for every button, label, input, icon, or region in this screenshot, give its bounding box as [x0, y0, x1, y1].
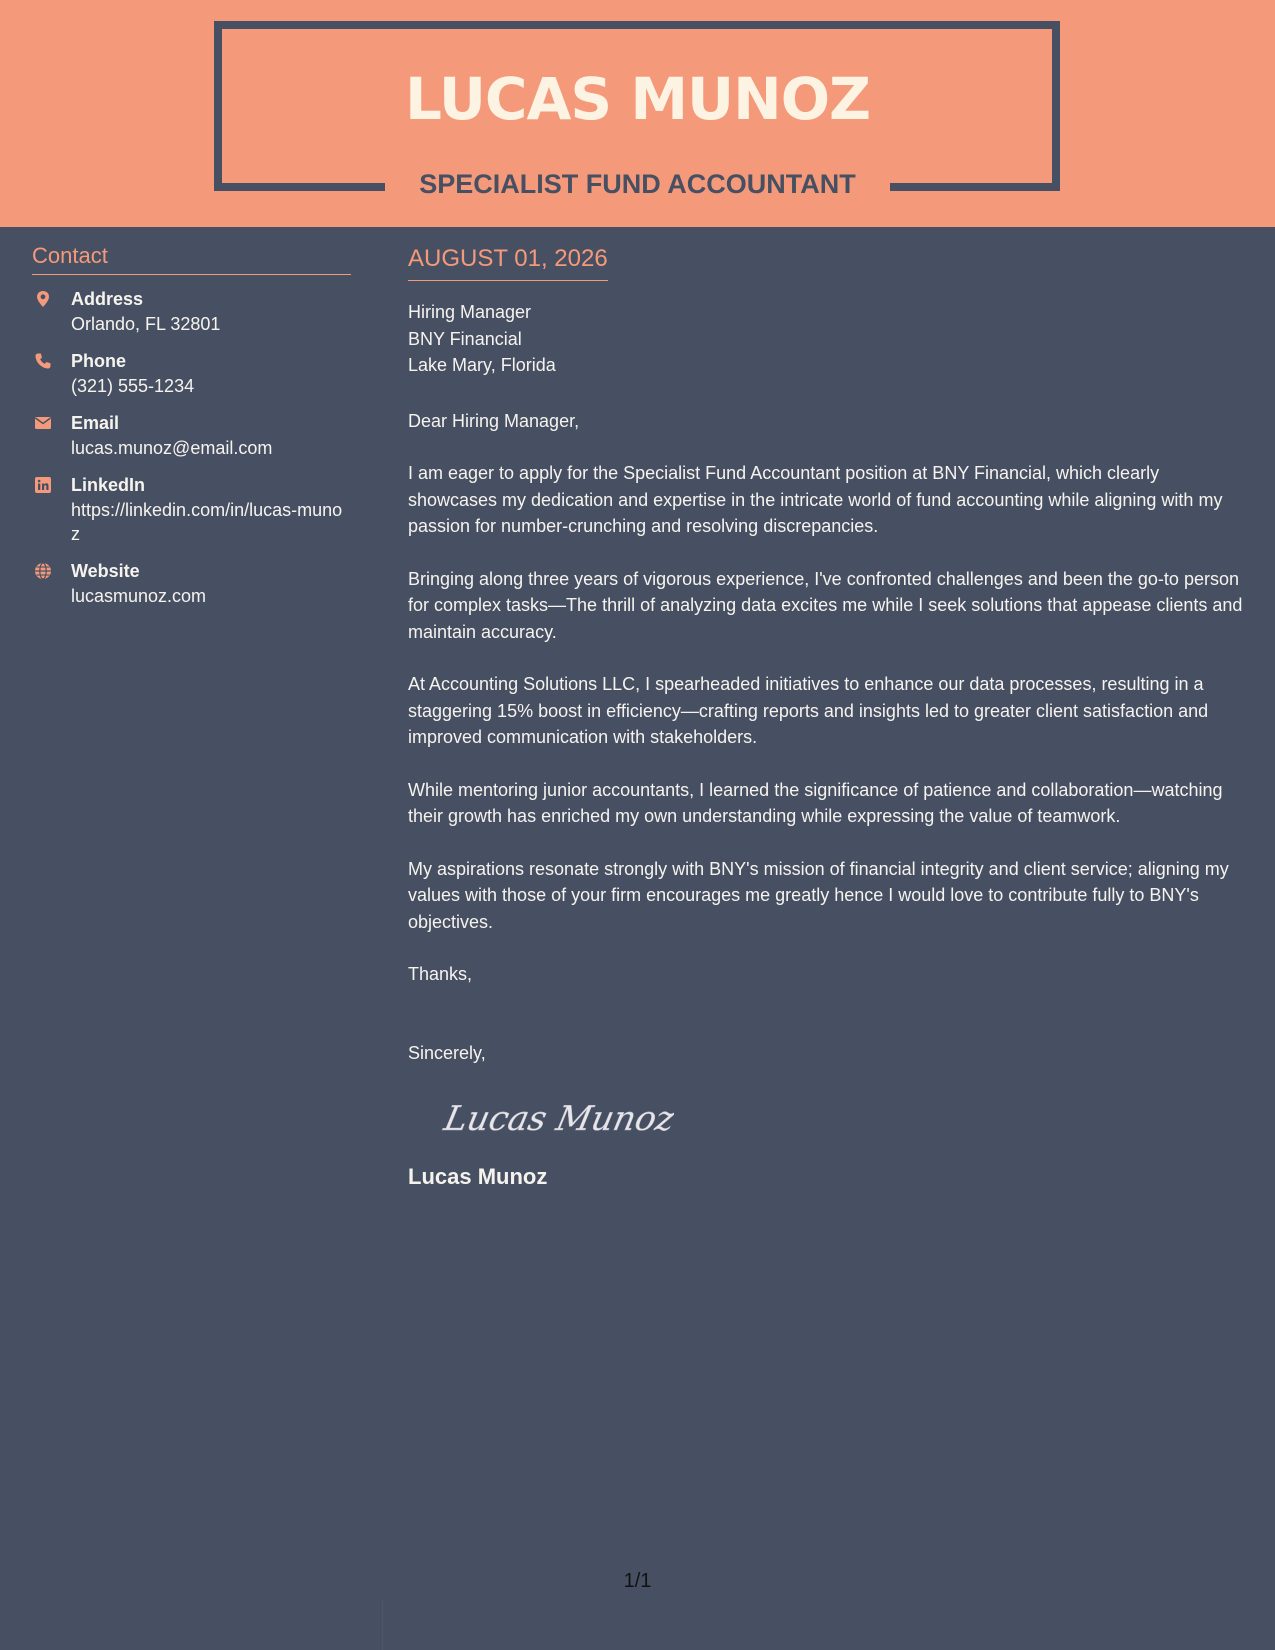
contact-item-website: [32, 559, 351, 608]
globe-icon: [34, 562, 52, 580]
contact-heading: Contact: [32, 240, 351, 275]
phone-icon: [34, 352, 52, 370]
contact-item-phone: [32, 349, 351, 398]
svg-text:Lucas Munoz: Lucas Munoz: [440, 1099, 674, 1139]
contact-sidebar: [32, 240, 351, 621]
contact-item-address: [32, 287, 351, 336]
letter-body: [408, 242, 1253, 1192]
contact-label: LinkedIn: [71, 475, 146, 495]
letter-paragraph: My aspirations resonate strongly with BNY's mission of financial integrity and client service; aligning my values with those of your firm encourages me greatly hence I would love to contribute fully to BNY's objectives.: [408, 858, 1229, 932]
contact-value: (321) 555-1234: [71, 376, 195, 396]
salutation: Dear Hiring Manager,: [408, 410, 580, 431]
page-number: 1/1: [623, 1570, 652, 1592]
recipient-block: [408, 299, 1253, 379]
signer-name: Lucas Munoz: [408, 1164, 548, 1189]
thanks-line: Thanks,: [408, 964, 473, 984]
recipient-line: Lake Mary, Florida: [408, 355, 556, 375]
closing-line: Sincerely,: [408, 1042, 486, 1063]
signature-image: [434, 1086, 674, 1148]
contact-label: Website: [71, 561, 140, 581]
letter-paragraph: I am eager to apply for the Specialist Fund Accountant position at BNY Financial, which clearly showcases my dedication and expertise in the intricate world of fund accounting while aligning with my passion for number-crunching and resolving discrepancies.: [408, 463, 1223, 536]
contact-value: lucas.munoz@email.com: [71, 438, 273, 458]
contact-item-email: [32, 411, 351, 460]
recipient-line: BNY Financial: [408, 328, 522, 349]
map-pin-icon: [34, 290, 52, 308]
contact-label: Address: [71, 289, 144, 309]
linkedin-icon: [34, 476, 52, 494]
envelope-icon: [34, 414, 52, 432]
contact-label: Phone: [71, 351, 127, 371]
column-divider: [382, 1600, 383, 1650]
job-title: SPECIALIST FUND ACCOUNTANT: [419, 169, 856, 199]
recipient-line: Hiring Manager: [408, 302, 532, 322]
letter-date: AUGUST 01, 2026: [408, 242, 608, 281]
handwritten-signature: [434, 1086, 1253, 1148]
header-banner: [0, 0, 1275, 227]
contact-value: lucasmunoz.com: [71, 586, 207, 606]
letter-paragraph: At Accounting Solutions LLC, I spearheaded initiatives to enhance our data processes, resulting in a staggering 15% boost in efficiency—crafting reports and insights led to greater client satisfaction and improved communication with stakeholders.: [408, 674, 1209, 747]
letter-paragraph: While mentoring junior accountants, I learned the significance of patience and collaboration—watching their growth has enriched my own understanding while expressing the value of teamwork.: [408, 779, 1223, 826]
contact-value: Orlando, FL 32801: [71, 314, 221, 334]
letter-paragraph: Bringing along three years of vigorous experience, I've confronted challenges and been the go-to person for complex tasks—The thrill of analyzing data excites me while I seek solutions that appease clients and maintain accuracy.: [408, 568, 1243, 642]
applicant-name: LUCAS MUNOZ: [404, 65, 871, 133]
contact-item-linkedin: [32, 473, 351, 546]
contact-value: https://linkedin.com/in/lucas-munoz: [71, 500, 343, 544]
contact-label: Email: [71, 413, 120, 433]
